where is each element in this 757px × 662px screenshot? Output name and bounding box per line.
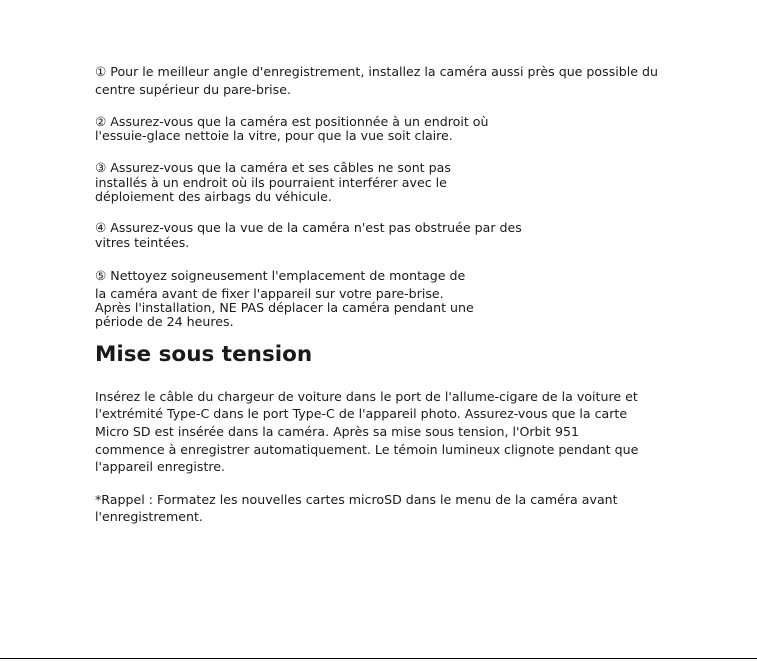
step-4-line-2: vitres teintées. xyxy=(95,235,190,250)
power-on-line-2: l'extrémité Type-C dans le port Type-C de l'appareil photo. Assurez-vous que la carte xyxy=(95,406,628,421)
reminder-line-1: *Rappel : Formatez les nouvelles cartes microSD dans le menu de la caméra avant xyxy=(95,492,618,507)
power-on-line-5: l'appareil enregistre. xyxy=(95,459,226,474)
step-3-line-3: déploiement des airbags du véhicule. xyxy=(95,189,332,204)
power-on-line-1: Insérez le câble du chargeur de voiture dans le port de l'allume-cigare de la voiture et xyxy=(95,389,638,404)
step-5-line-1: ⑤ Nettoyez soigneusement l'emplacement de montage de xyxy=(95,268,466,283)
step-5-line-4: période de 24 heures. xyxy=(95,314,234,329)
step-2-line-2: l'essuie-glace nettoie la vitre, pour que la vue soit claire. xyxy=(95,128,453,143)
power-on-line-3: Micro SD est insérée dans la caméra. Après sa mise sous tension, l'Orbit 951 xyxy=(95,424,580,439)
step-3-line-1: ③ Assurez-vous que la caméra et ses câbles ne sont pas xyxy=(95,160,451,175)
step-3-line-2: installés à un endroit où ils pourraient interférer avec le xyxy=(95,175,447,190)
section-title: Mise sous tension xyxy=(95,342,313,367)
step-4-line-1: ④ Assurez-vous que la vue de la caméra n'est pas obstruée par des xyxy=(95,220,522,235)
reminder-line-2: l'enregistrement. xyxy=(95,509,203,524)
step-2-line-1: ② Assurez-vous que la caméra est positionnée à un endroit où xyxy=(95,114,489,129)
step-1-line-2: centre supérieur du pare-brise. xyxy=(95,82,291,97)
bottom-divider xyxy=(0,658,757,659)
power-on-line-4: commence à enregistrer automatiquement. Le témoin lumineux clignote pendant que xyxy=(95,442,639,457)
step-1-line-1: ① Pour le meilleur angle d'enregistrement, installez la caméra aussi près que possible du xyxy=(95,64,658,79)
step-5-line-2: la caméra avant de fixer l'appareil sur votre pare-brise. xyxy=(95,286,444,301)
step-5-line-3: Après l'installation, NE PAS déplacer la caméra pendant une xyxy=(95,300,474,315)
